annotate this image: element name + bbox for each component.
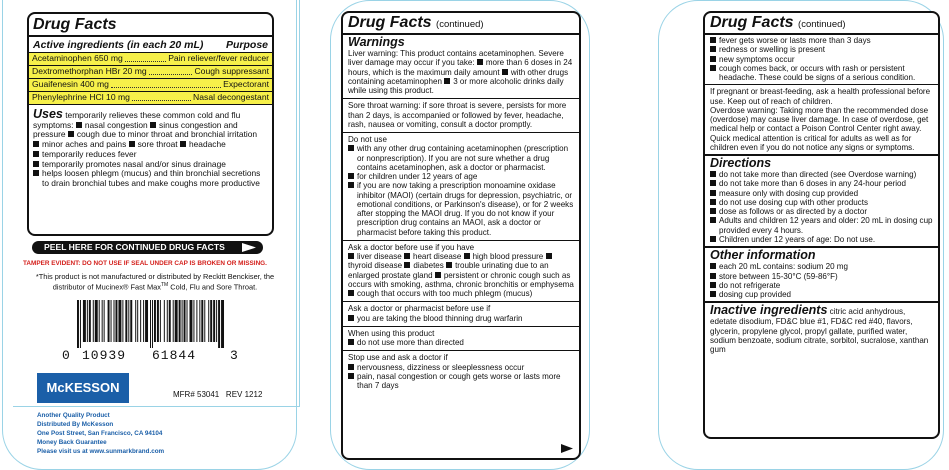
- inactive-ingredients: Inactive ingredients citric acid anhydrous, edetate disodium, FD&C blue #1, FD&C red #40, flavors, glycerin, propylene glycol, propyl gallate, purified water, sodium benzoate, sodium citrate, sorbitol, sucralose, xanthan gum: [710, 303, 929, 355]
- arrow-right-icon: [242, 243, 256, 252]
- drug-facts-title: Drug Facts: [33, 16, 117, 33]
- barcode-bar: [137, 300, 138, 342]
- barcode-bar: [114, 300, 115, 342]
- barcode-bar: [87, 300, 88, 342]
- drug-facts-continued-box: Drug Facts (continued) fever gets worse or lasts more than 3 days redness or swelling is present new symptoms occur cough comes back, or occurs with rash or persistent headache. These could be signs of a serious condition. If pregnant or breast-feeding, ask a health professional before use. Keep out of reach of children. Overdose warning: Taking more than the recommended dose (overdose) may cause liver damage. In case of overdose, get medical help or contact a Poison Control Center right away. Quick medical attention is critical for adults as well as for children even if you do not notice any signs or symptoms. Directions do not take more than directed (see Overdose warning) do not take more than 6 doses in any 24-hour period measure only with dosing cup provided do not use dosing cup with other products dose as follows or as directed by a doctor Adults and children 12 years and older: 20 mL in dosing cup provided every 4 hours. Children under 12 years of age: Do not use. Other information each 20 mL contains: sodium 20 mg store between 15-30°C (59-86°F) do not refrigerate dosing cup provided Inactive ingredients citric acid anhydrous, edetate disodium, FD&C blue #1, FD&C red #40, flavors, glycerin, propylene glycol, propyl gallate, purified water, sodium benzoate, sodium citrate, sorbitol, sucralose, xanthan gum: [703, 11, 940, 439]
- list-item: dosing cup provided: [710, 290, 933, 299]
- when-using-heading: When using this product: [348, 328, 435, 338]
- barcode-bar: [196, 300, 197, 342]
- inactive-ingredients-heading: Inactive ingredients: [710, 303, 828, 318]
- active-ingredients-heading: Active ingredients (in each 20 mL): [33, 39, 204, 51]
- ask-doctor-heading: Ask a doctor before use if you have: [348, 242, 475, 252]
- sore-throat-warning: Sore throat warning: if sore throat is severe, persists for more than 2 days, is accompanied or followed by fever, headache, rash, nausea or vomiting, consult a doctor promptly.: [348, 101, 567, 129]
- overdose-warning: Overdose warning: Taking more than the recommended dose (overdose) may cause liver damage. In case of overdose, get medical help or contact a Poison Control Center right away. Quick medical attention is critical for adults as well as for children even if you do not notice any signs or symptoms.: [710, 105, 929, 152]
- ingredient-row: Acetaminophen 650 mg Pain reliever/fever reducer: [32, 53, 269, 64]
- barcode-bar: [77, 300, 79, 348]
- purpose-heading: Purpose: [225, 39, 268, 51]
- mfr-number: MFR# 53041 REV 1212: [173, 390, 263, 399]
- directions-heading: Directions: [710, 156, 772, 170]
- list-item: with any other drug containing acetaminophen (prescription or nonprescription). If you are not sure whether a drug contains acetaminophen, ask a doctor or pharmacist.: [348, 144, 574, 172]
- barcode-bar: [111, 300, 112, 342]
- barcode-bar: [152, 300, 153, 348]
- barcode-bar: [108, 300, 110, 342]
- barcode-bar: [175, 300, 178, 342]
- barcode-bar: [179, 300, 181, 342]
- barcode-bar: [130, 300, 132, 342]
- barcode-bar: [213, 300, 215, 342]
- list-item: Children under 12 years of age: Do not use.: [710, 235, 933, 244]
- list-item: Adults and children 12 years and older: 20 mL in dosing cup provided every 4 hours.: [710, 216, 933, 235]
- label-panel-front: [2, 0, 297, 470]
- barcode-bar: [184, 300, 186, 342]
- drug-facts-box: [27, 12, 274, 236]
- barcode-bar: [173, 300, 174, 342]
- uses-heading: Uses: [33, 106, 63, 121]
- barcode-bar: [218, 300, 220, 348]
- list-item: do not take more than directed (see Overdose warning): [710, 170, 933, 179]
- barcode-bar: [135, 300, 136, 342]
- mckesson-logo: McKESSON: [37, 373, 129, 403]
- barcode-bar: [115, 300, 117, 342]
- tamper-warning: TAMPER EVIDENT: DO NOT USE IF SEAL UNDER CAP IS BROKEN OR MISSING.: [23, 260, 267, 267]
- barcode-bar: [189, 300, 192, 342]
- stop-use-heading: Stop use and ask a doctor if: [348, 353, 448, 363]
- list-item: cough comes back, or occurs with rash or persistent headache. These could be signs of a serious condition.: [710, 64, 933, 83]
- list-item: redness or swelling is present: [710, 45, 933, 54]
- list-item: measure only with dosing cup provided: [710, 189, 933, 198]
- uses-section: Uses temporarily relieves these common cold and flu symptoms: nasal congestion sinus congestion and pressure cough due to minor throat and bronchial irritation minor aches and pains sore throat headache temporarily reduces fever temporarily promotes nasal and/or sinus drainage helps loosen phlegm (mucus) and thin bronchial secretions to drain bronchial tubes and make coughs more productive: [33, 106, 261, 189]
- barcode-bar: [89, 300, 91, 342]
- list-item: each 20 mL contains: sodium 20 mg: [710, 262, 933, 271]
- barcode-digits: 0 10939 61844 3: [62, 348, 238, 363]
- list-item: do not use dosing cup with other products: [710, 198, 933, 207]
- barcode-bar: [164, 300, 165, 342]
- barcode-bar: [118, 300, 121, 342]
- disclaimer: *This product is not manufactured or distributed by Reckitt Benckiser, the distributor of Mucinex® Fast Max™ Cold, Flu and Sore Throat.: [35, 272, 275, 292]
- continue-arrow-icon: [561, 444, 573, 453]
- barcode-bar: [199, 300, 200, 342]
- ingredient-row: Guaifenesin 400 mg Expectorant: [29, 78, 272, 91]
- barcode-bar: [210, 300, 212, 342]
- barcode-bar: [143, 300, 144, 342]
- barcode-bar: [99, 300, 100, 342]
- liver-warning: Liver warning: This product contains acetaminophen. Severe liver damage may occur if you take: more than 6 doses in 24 hours, which is the maximum daily amount with other drugs containing acetaminophen 3 or more alcoholic drinks daily while using this product.: [348, 49, 573, 96]
- warnings-heading: Warnings: [348, 35, 405, 49]
- barcode-bar: [150, 300, 151, 348]
- list-item: do not take more than 6 doses in any 24-hour period: [710, 179, 933, 188]
- barcode-bar: [95, 300, 98, 342]
- list-item: you are taking the blood thinning drug warfarin: [348, 314, 574, 323]
- ingredients-table: [29, 52, 272, 104]
- barcode-bar: [193, 300, 194, 342]
- list-item: new symptoms occur: [710, 55, 933, 64]
- list-item: nervousness, dizziness or sleeplessness occur: [348, 363, 574, 372]
- drug-facts-continued-box: Drug Facts (continued) Warnings Liver warning: This product contains acetaminophen. Severe liver damage may occur if you take: more than 6 doses in 24 hours, which is the maximum daily amount with other drugs containing acetaminophen 3 or more alcoholic drinks daily while using this product. Sore throat warning: if sore throat is severe, persists for more than 2 days, is accompanied or followed by fever, headache, rash, nausea or vomiting, consult a doctor promptly. Do not use with any other drug containing acetaminophen (prescription or nonprescription). If you are not sure whether a drug contains acetaminophen, ask a doctor or pharmacist. for children under 12 years of age if you are now taking a prescription monoamine oxidase inhibitor (MAOI) (certain drugs for depression, psychiatric, or emotional conditions, or Parkinson's disease), or for 2 weeks after stopping the MAOI drug. If you do not know if your prescription drug contains an MAOI, ask a doctor or pharmacist before taking this product. Ask a doctor before use if you have liver disease heart disease high blood pressure thyroid disease diabetes trouble urinating due to an enlarged prostate gland persistent or chronic cough such as occurs with smoking, asthma, chronic bronchitis or emphysema cough that occurs with too much phlegm (mucus) Ask a doctor or pharmacist before use if you are taking the blood thinning drug warfarin When using this product do not use more than directed Stop use and ask a doctor if nervousness, dizziness or sleeplessness occur pain, nasal congestion or cough gets worse or lasts more than 7 days: [341, 11, 581, 460]
- barcode-bar: [128, 300, 129, 342]
- barcode-bar: [221, 300, 224, 348]
- list-item: fever gets worse or lasts more than 3 days: [710, 36, 933, 45]
- pregnancy-warning: If pregnant or breast-feeding, ask a health professional before use. Keep out of reach of children.: [710, 87, 931, 106]
- ingredient-row: Dextromethorphan HBr 20 mg Cough suppressant: [29, 65, 272, 78]
- drug-facts-title: Drug Facts: [348, 14, 432, 31]
- drug-facts-title: Drug Facts: [710, 14, 794, 31]
- barcode-bar: [157, 300, 159, 342]
- distributor-info: Another Quality Product Distributed By McKesson One Post Street, San Francisco, CA 94104 Money Back Guarantee Please visit us at www.sunmarkbrand.com: [37, 412, 165, 455]
- list-item: for children under 12 years of age: [348, 172, 574, 181]
- barcode-bar: [122, 300, 123, 342]
- list-item: pain, nasal congestion or cough gets worse or lasts more than 7 days: [348, 372, 574, 391]
- barcode-bar: [208, 300, 209, 342]
- barcode-bar: [154, 300, 156, 342]
- list-item: store between 15-30°C (59-86°F): [710, 272, 933, 281]
- list-item: do not use more than directed: [348, 338, 574, 347]
- ask-doctor-list: liver disease heart disease high blood pressure thyroid disease diabetes trouble urinating due to an enlarged prostate gland persistent or chronic cough such as occurs with smoking, asthma, chronic bronchitis or emphysema cough that occurs with too much phlegm (mucus): [348, 252, 574, 299]
- barcode-bar: [216, 300, 217, 342]
- barcode-bar: [204, 300, 205, 342]
- barcode-bar: [169, 300, 171, 342]
- barcode-bar: [145, 300, 148, 342]
- barcode-bar: [80, 300, 81, 348]
- label-panel-warnings: [330, 0, 590, 470]
- ingredient-row: Phenylephrine HCl 10 mg Nasal decongestant: [29, 91, 272, 104]
- peel-here-banner[interactable]: PEEL HERE FOR CONTINUED DRUG FACTS: [32, 241, 263, 254]
- barcode-bar: [83, 300, 86, 342]
- barcode-bar: [187, 300, 188, 342]
- barcode-bar: [140, 300, 141, 342]
- barcode-bar: [104, 300, 105, 342]
- label-panel-directions: [658, 0, 944, 470]
- barcode: [77, 300, 225, 348]
- ask-pharmacist-heading: Ask a doctor or pharmacist before use if: [348, 304, 491, 314]
- barcode-bar: [160, 300, 161, 342]
- other-information-heading: Other information: [710, 248, 816, 263]
- barcode-bar: [167, 300, 168, 342]
- barcode-bar: [102, 300, 103, 342]
- do-not-use-heading: Do not use: [348, 135, 387, 145]
- barcode-bar: [201, 300, 203, 342]
- barcode-bar: [125, 300, 127, 342]
- list-item: if you are now taking a prescription monoamine oxidase inhibitor (MAOI) (certain drugs for depression, psychiatric, or emotional conditions, or Parkinson's disease), or for 2 weeks after stopping the MAOI drug. If you do not know if your prescription drug contains an MAOI, ask a doctor or pharmacist before taking this product.: [348, 181, 574, 237]
- barcode-bar: [93, 300, 94, 342]
- list-item: do not refrigerate: [710, 281, 933, 290]
- barcode-bar: [182, 300, 183, 342]
- list-item: dose as follows or as directed by a doctor: [710, 207, 933, 216]
